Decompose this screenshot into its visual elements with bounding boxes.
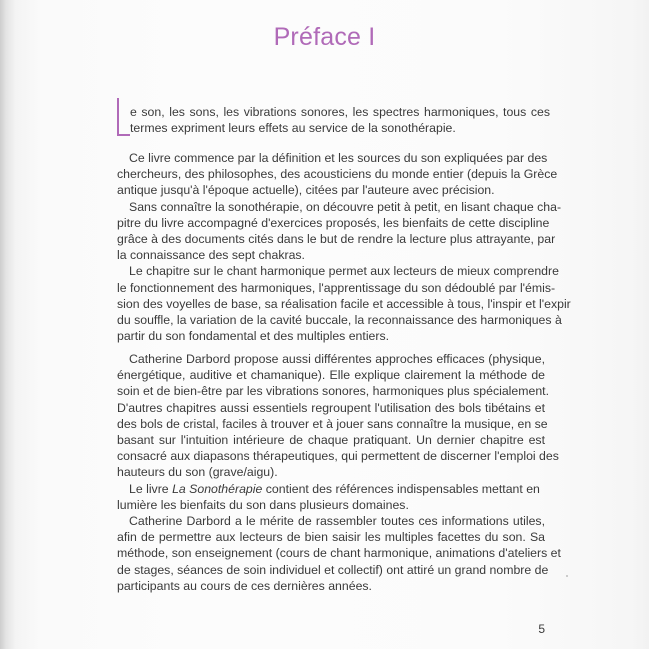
text-line: la connaissance des sept chakras. — [117, 248, 305, 263]
text-line: Ce livre commence par la définition et les sources du son expliquées par des — [129, 151, 548, 165]
text-line: Le chapitre sur le chant harmonique permet aux lecteurs de mieux comprendre — [129, 264, 559, 279]
text-line: partir du son fondamental et des multiples entiers. — [117, 329, 390, 344]
text-line: lumière les bienfaits du son dans plusieurs domaines. — [117, 497, 409, 512]
text-line: du souffle, la variation de la cavité buccale, la reconnaissance des harmoniques à — [117, 313, 562, 328]
text-line: termes expriment leurs effets au service de la sonothérapie. — [130, 121, 456, 136]
text-line: D'autres chapitres aussi essentiels regroupent l'utilisation des bols tibétains et — [117, 400, 545, 415]
text-fragment: contient des références indispensables mettant en — [265, 481, 540, 496]
section-one — [117, 150, 571, 344]
text-line: soin et de bien-être par les vibrations sonores, harmoniques plus spécialement. — [117, 384, 549, 399]
text-line: sion des voyelles de base, sa réalisation facile et accessible à tous, l'inspir et l'expir — [117, 296, 571, 311]
text-line: de stages, séances de soin individuel et collectif) ont attiré un grand nombre de — [117, 562, 549, 577]
text-line: grâce à des documents cités dans le but de rendre la lecture plus attrayante, par — [117, 232, 556, 247]
text-line: méthode, son enseignement (cours de chant harmonique, animations d'ateliers et — [117, 546, 561, 561]
text-line: afin de permettre aux lecteurs de bien saisir les multiples facettes du son. Sa — [117, 530, 545, 545]
text-line: consacré aux diapasons thérapeutiques, qui permettent de discerner l'emploi des — [117, 449, 559, 464]
text-line-with-italic — [117, 481, 545, 497]
margin-speck — [566, 575, 568, 577]
text-line: énergétique, auditive et chamanique). Elle explique clairement la méthode de — [117, 368, 545, 383]
text-line: hauteurs du son (grave/aigu). — [117, 465, 278, 480]
text-line: basant sur l'intuition intérieure de chaque pratiquant. Un dernier chapitre est — [117, 433, 545, 448]
text-line: pitre du livre accompagné d'exercices proposés, les bienfaits de cette discipline — [117, 215, 550, 230]
text-line: le fonctionnement des harmoniques, l'apprentissage du son dédoublé par l'émis- — [117, 280, 556, 295]
text-line: chercheurs, des philosophes, des acousticiens du monde entier (depuis la Grèce — [117, 167, 558, 182]
text-line: Catherine Darbord a le mérite de rassembler toutes ces informations utiles, — [129, 514, 545, 529]
text-line: Catherine Darbord propose aussi différentes approches efficaces (physique, — [129, 352, 545, 366]
text-fragment: Le livre — [129, 481, 169, 496]
text-line: Sans connaître la sonothérapie, on découvre petit à petit, en lisant chaque cha- — [129, 199, 562, 214]
text-line: e son, les sons, les vibrations sonores, les spectres harmoniques, tous ces — [130, 105, 550, 119]
drop-cap-l-ornament — [117, 98, 130, 136]
page-title: Préface I — [273, 23, 376, 51]
page-number: 5 — [538, 622, 545, 636]
book-title-italic: La Sonothérapie — [172, 481, 263, 496]
text-line: antique jusqu'à l'époque actuelle), citées par l'auteure avec précision. — [117, 183, 495, 198]
section-two — [117, 351, 561, 594]
intro-paragraph — [130, 104, 550, 136]
text-line: participants au cours de ces dernières années. — [117, 578, 372, 593]
text-line: des bols de cristal, faciles à trouver et à jouer sans connaître la musique, en se — [117, 416, 548, 431]
